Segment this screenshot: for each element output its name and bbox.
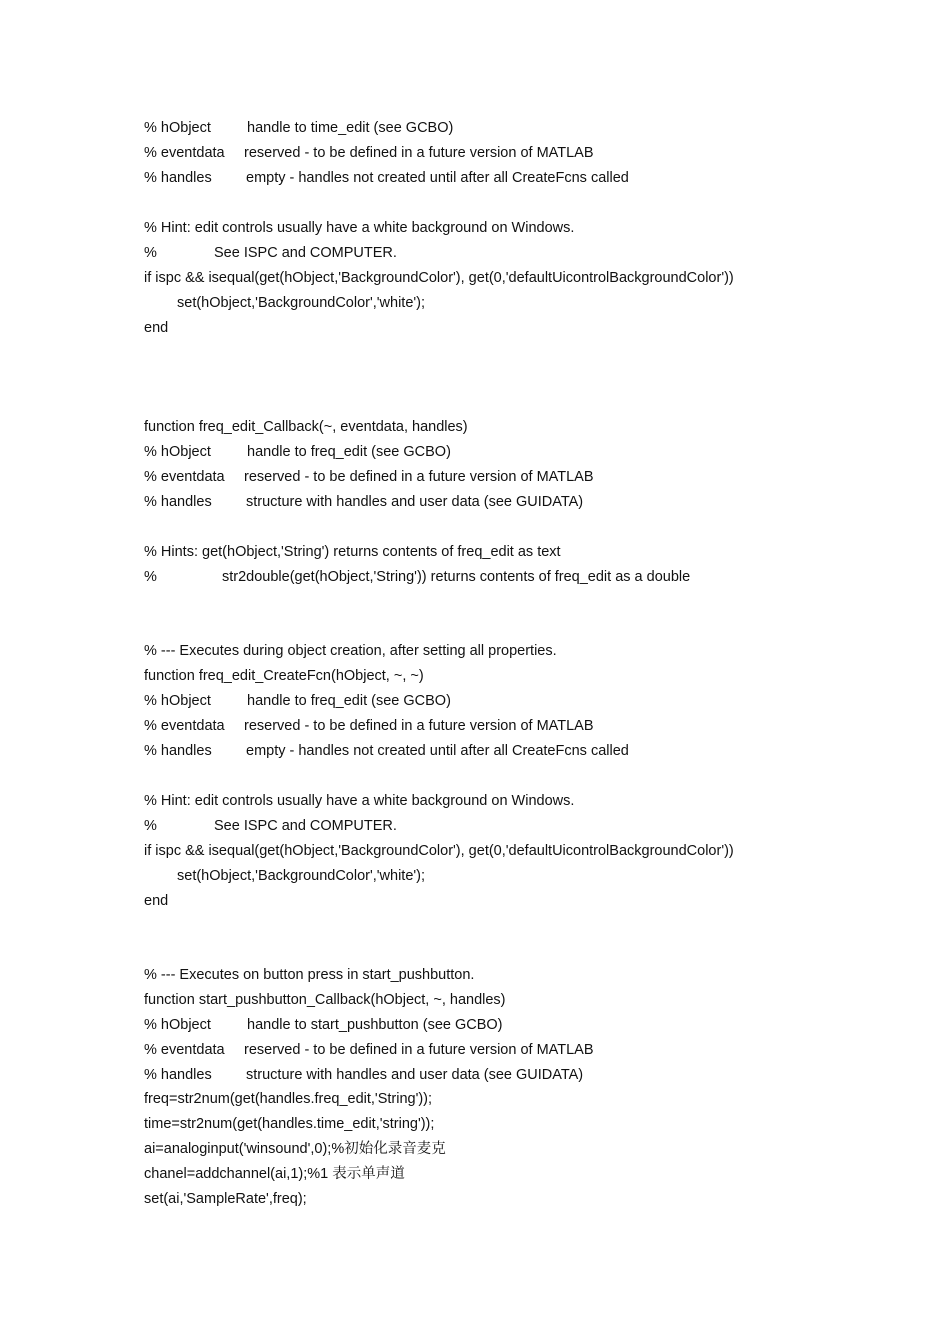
code-comment-description: reserved - to be defined in a future version of MATLAB [244,1042,594,1058]
code-comment-description: structure with handles and user data (see GUIDATA) [246,1067,584,1083]
code-comment: % handles [144,743,212,759]
code-statement: freq=str2num(get(handles.freq_edit,'String')); [144,1091,433,1107]
code-comment: % Hints: get(hObject,'String') returns contents of freq_edit as text [144,544,561,560]
code-statement: end [144,320,169,336]
code-function-declaration: function start_pushbutton_Callback(hObject, ~, handles) [144,992,506,1008]
code-comment: % eventdata [144,145,225,161]
code-comment-description: handle to freq_edit (see GCBO) [247,444,451,460]
code-comment: % eventdata [144,1042,225,1058]
code-comment: % handles [144,494,212,510]
code-statement: if ispc && isequal(get(hObject,'BackgroundColor'), get(0,'defaultUicontrolBackgroundColor')) [144,270,734,286]
code-statement: set(ai,'SampleRate',freq); [144,1191,307,1207]
code-comment: % hObject [144,693,211,709]
code-comment-description: handle to start_pushbutton (see GCBO) [247,1017,503,1033]
code-comment: % --- Executes during object creation, after setting all properties. [144,643,557,659]
code-statement: set(hObject,'BackgroundColor','white'); [177,868,426,884]
code-comment: % hObject [144,120,211,136]
code-comment-description: See ISPC and COMPUTER. [214,245,397,261]
code-comment: % handles [144,170,212,186]
code-inline-comment-cjk: 初始化录音麦克 [344,1141,446,1157]
code-comment-description: str2double(get(hObject,'String')) returns contents of freq_edit as a double [222,569,691,585]
code-comment-description: handle to freq_edit (see GCBO) [247,693,451,709]
code-comment-description: empty - handles not created until after all CreateFcns called [246,743,629,759]
code-statement: end [144,893,169,909]
code-comment: % handles [144,1067,212,1083]
code-comment: % eventdata [144,718,225,734]
code-comment: % --- Executes on button press in start_pushbutton. [144,967,475,983]
code-statement: ai=analoginput('winsound',0);% [144,1141,345,1157]
code-comment: % Hint: edit controls usually have a white background on Windows. [144,220,575,236]
code-comment-description: See ISPC and COMPUTER. [214,818,397,834]
code-comment: % Hint: edit controls usually have a white background on Windows. [144,793,575,809]
code-function-declaration: function freq_edit_Callback(~, eventdata, handles) [144,419,468,435]
code-inline-comment-cjk: 表示单声道 [332,1166,405,1182]
code-comment-description: reserved - to be defined in a future version of MATLAB [244,145,594,161]
code-statement: time=str2num(get(handles.time_edit,'string')); [144,1116,435,1132]
code-statement: if ispc && isequal(get(hObject,'BackgroundColor'), get(0,'defaultUicontrolBackgroundColor')) [144,843,734,859]
code-statement: chanel=addchannel(ai,1);%1 [144,1166,333,1182]
code-comment-description: empty - handles not created until after all CreateFcns called [246,170,629,186]
code-function-declaration: function freq_edit_CreateFcn(hObject, ~, ~) [144,668,424,684]
code-comment-description: reserved - to be defined in a future version of MATLAB [244,718,594,734]
code-statement: set(hObject,'BackgroundColor','white'); [177,295,426,311]
code-comment: % hObject [144,1017,211,1033]
code-comment: % hObject [144,444,211,460]
code-comment-description: reserved - to be defined in a future version of MATLAB [244,469,594,485]
code-line [144,1137,446,1162]
code-line [144,1162,405,1187]
code-comment-description: handle to time_edit (see GCBO) [247,120,454,136]
code-comment: % eventdata [144,469,225,485]
code-comment-description: structure with handles and user data (see GUIDATA) [246,494,584,510]
code-comment: % [144,245,157,261]
code-comment: % [144,569,157,585]
code-comment: % [144,818,157,834]
